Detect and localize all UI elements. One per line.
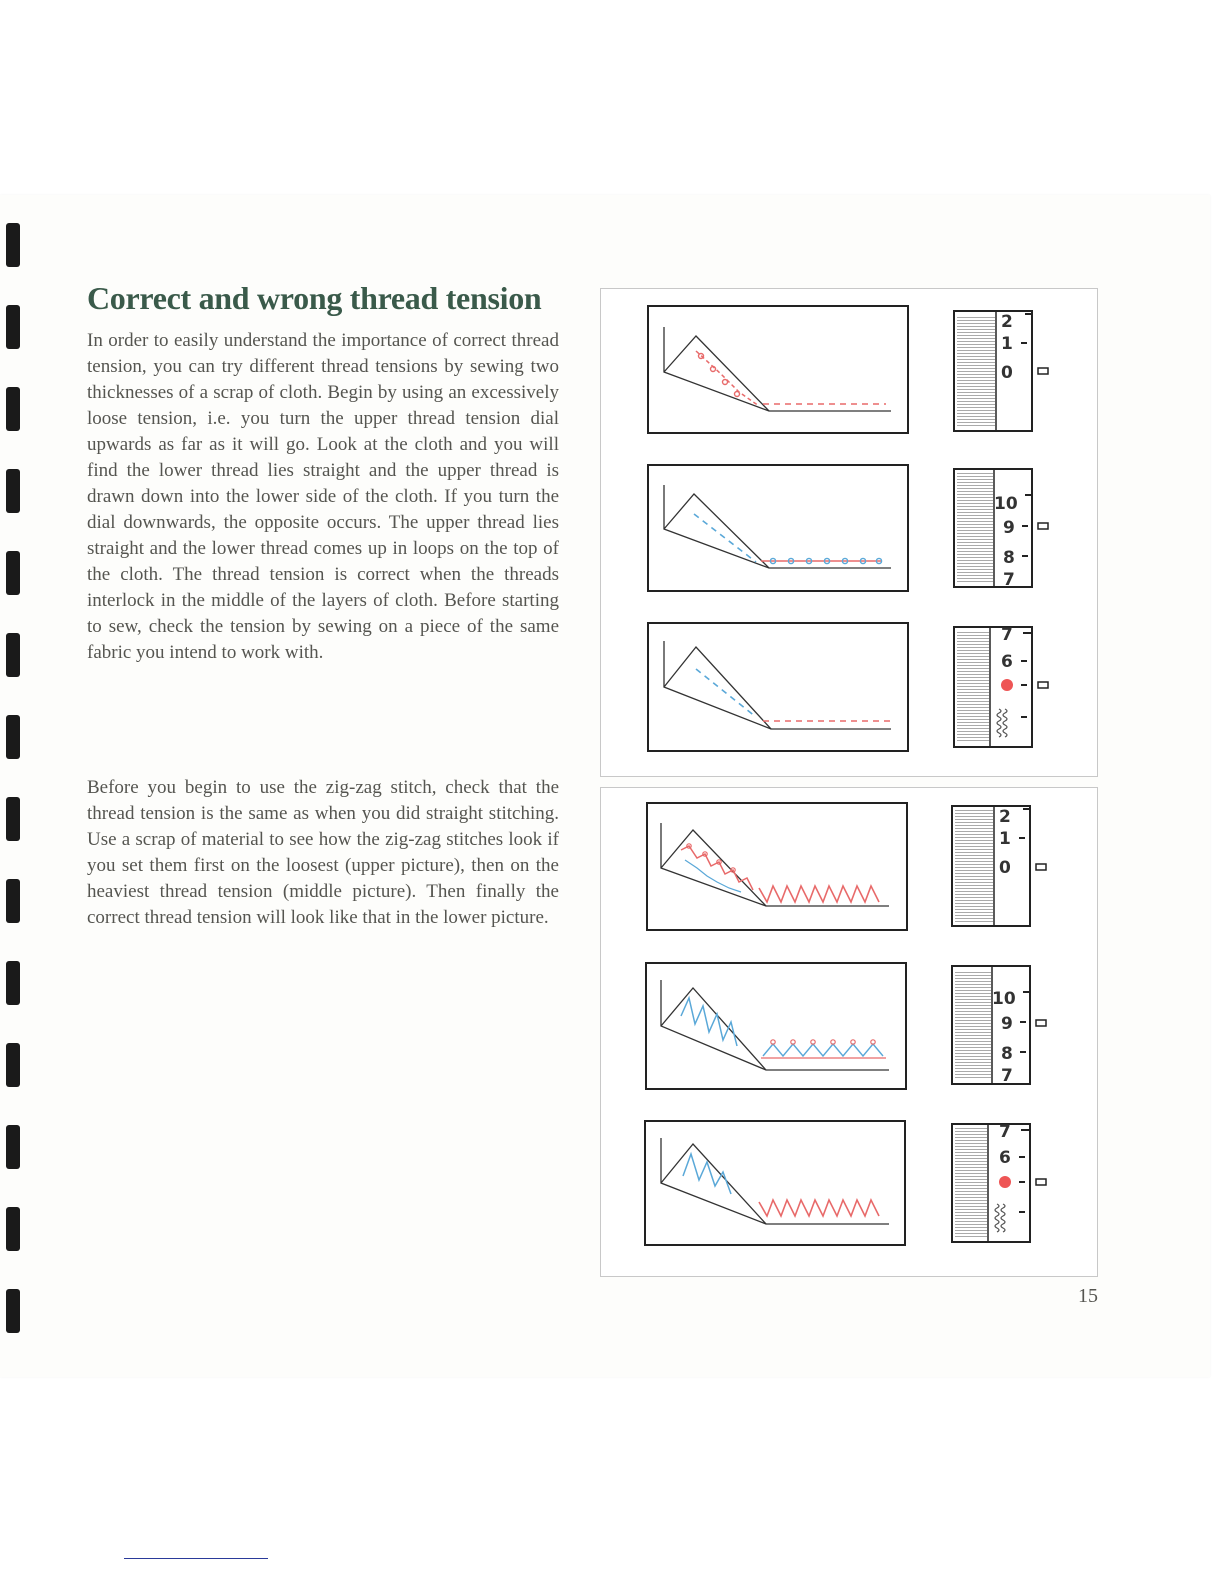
- dial-number: 2: [1001, 312, 1013, 332]
- illustration-loose-tension: [648, 306, 908, 433]
- dial-number: 0: [999, 858, 1011, 878]
- body-paragraph-zigzag-stitch: Before you begin to use the zig-zag stitch, check that the thread tension is the same as when you did straight stitching. Use a scrap of material to see how the zig-zag stitches look if you set them first on the loosest (upper picture), then on the heaviest thread tension (middle picture). Then finally the correct thread tension will look like that in the lower picture.: [87, 777, 559, 928]
- correct-setting-marker: [1001, 679, 1013, 691]
- dial-number: 10: [994, 494, 1018, 514]
- dial-number: 2: [999, 807, 1011, 827]
- straight-stitch-figure: [600, 288, 1098, 777]
- spiral-binding: [4, 195, 26, 1377]
- tension-dial-zigzag-tight: [952, 966, 1046, 1086]
- dial-number: 7: [999, 1122, 1011, 1142]
- dial-number: 7: [1001, 1066, 1013, 1086]
- manual-page: [0, 195, 1210, 1377]
- tension-dial-zigzag-loose: [952, 806, 1046, 926]
- dial-number: 6: [999, 1148, 1011, 1168]
- dial-number: 6: [1001, 652, 1013, 672]
- illustration-zigzag-tight: [646, 963, 906, 1089]
- dial-number: 7: [1001, 625, 1013, 645]
- tension-dial-correct: [954, 625, 1048, 747]
- illustration-tight-tension: [648, 465, 908, 591]
- dial-number: 8: [1001, 1044, 1013, 1064]
- footer-rule: [124, 1558, 268, 1559]
- dial-number: 10: [992, 989, 1016, 1009]
- illustration-zigzag-correct: [645, 1121, 905, 1245]
- dial-number: 0: [1001, 363, 1013, 383]
- dial-number: 9: [1003, 518, 1015, 538]
- tension-dial-loose: [954, 311, 1048, 431]
- tension-dial-zigzag-correct: [952, 1122, 1046, 1242]
- illustration-zigzag-loose: [647, 803, 907, 930]
- dial-number: 9: [1001, 1014, 1013, 1034]
- dial-number: 7: [1003, 570, 1015, 590]
- dial-number: 8: [1003, 548, 1015, 568]
- tension-dial-tight: [954, 469, 1048, 590]
- page-title: Correct and wrong thread tension: [87, 280, 542, 316]
- dial-number: 1: [999, 829, 1011, 849]
- page-number: 15: [1078, 1285, 1098, 1307]
- zigzag-stitch-figure: [600, 787, 1098, 1277]
- body-paragraph-straight-stitch: In order to easily understand the importance of correct thread tension, you can try different thread tensions by sewing two thicknesses of a scrap of cloth. Begin by using an excessively loose tension, i.e. you turn the upper thread tension dial upwards as far as it will go. Look at the cloth and you will find the lower thread lies straight and the upper thread is drawn down into the lower side of the cloth. If you turn the dial downwards, the opposite occurs. The upper thread lies straight and the lower thread comes up in loops on the top of the cloth. The thread tension is correct when the threads interlock in the middle of the layers of cloth. Before starting to sew, check the tension by sewing on a piece of the same fabric you intend to work with.: [87, 330, 559, 663]
- dial-number: 1: [1001, 334, 1013, 354]
- correct-setting-marker: [999, 1176, 1011, 1188]
- illustration-correct-tension: [648, 623, 908, 751]
